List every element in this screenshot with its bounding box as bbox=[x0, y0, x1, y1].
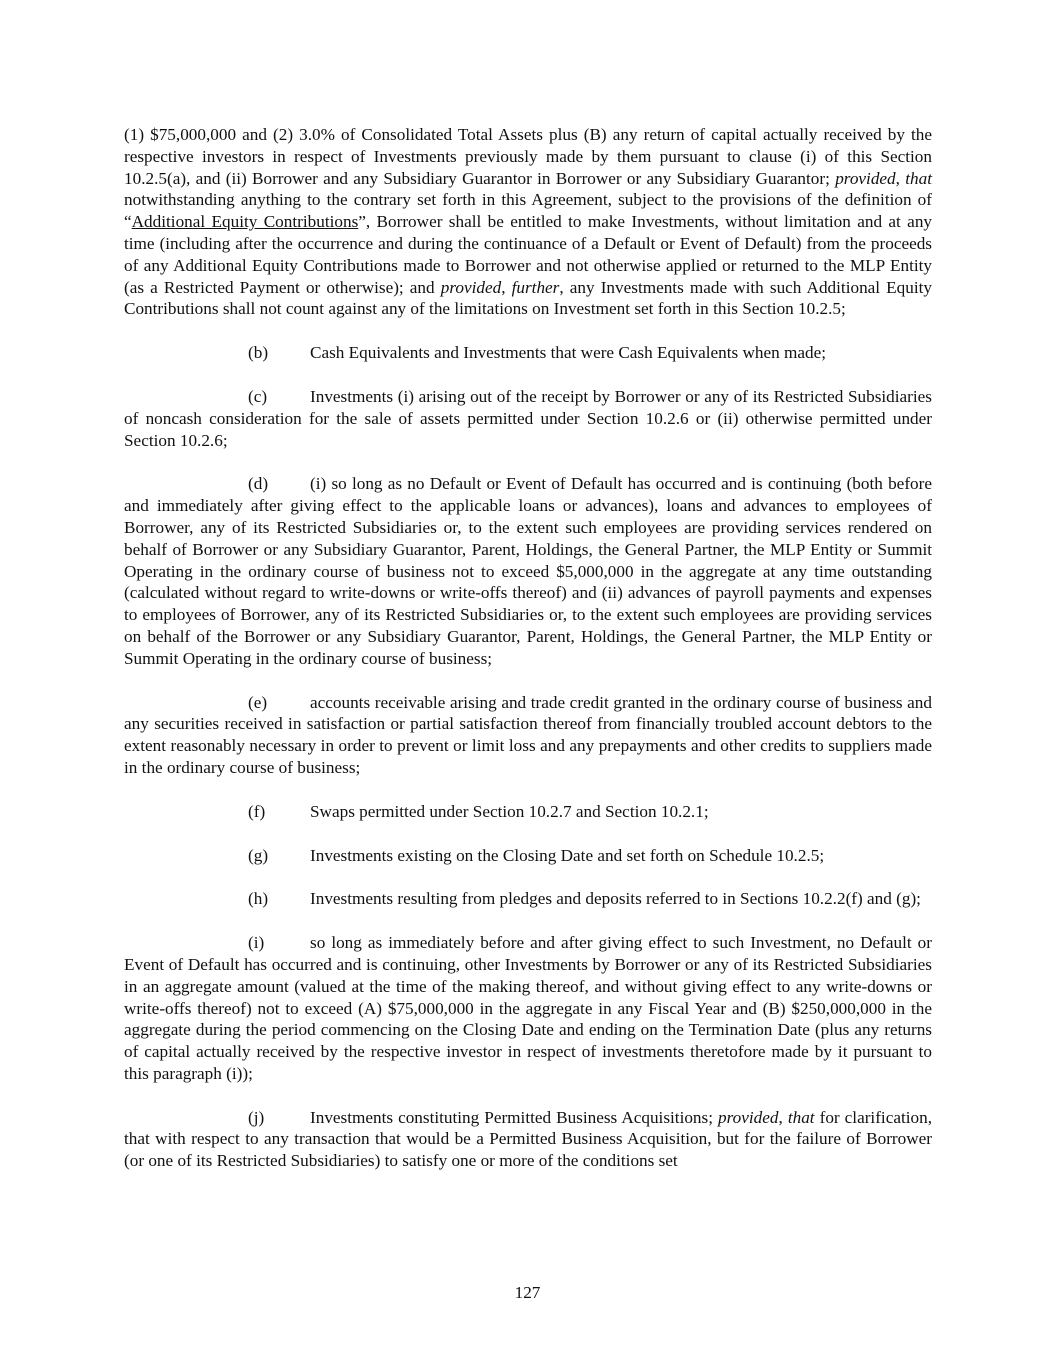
document-page bbox=[124, 124, 932, 1194]
clause-text: Investments existing on the Closing Date and set forth on Schedule 10.2.5; bbox=[310, 845, 825, 865]
clause-label: (f) bbox=[248, 801, 266, 821]
clause-c bbox=[124, 386, 932, 451]
clause-text: Investments (i) arising out of the receipt by Borrower or any of its Restricted Subsidiaries of noncash consideration for the sale of assets permitted under Section 10.2.6 or (ii) otherwise permitted under Section 10.2.6; bbox=[124, 386, 932, 450]
clause-b bbox=[124, 342, 932, 364]
clause-label: (g) bbox=[248, 845, 269, 865]
clause-label: (j) bbox=[248, 1107, 265, 1127]
clause-label: (c) bbox=[248, 386, 268, 406]
clause-d bbox=[124, 473, 932, 669]
clause-g bbox=[124, 845, 932, 867]
clause-text: so long as immediately before and after giving effect to such Investment, no Default or Event of Default has occurred and is continuing, other Investments by Borrower or any of its Restricted Subsidiaries in an aggregate amount (valued at the time of the making thereof, and without giving effect to any write-downs or write-offs thereof) not to exceed (A) $75,000,000 in the aggregate in any Fiscal Year and (B) $250,000,000 in the aggregate during the period commencing on the Closing Date and ending on the Termination Date (plus any returns of capital actually received by the respective investor in respect of investments theretofore made by it pursuant to this paragraph (i)); bbox=[124, 933, 932, 1083]
clause-j: (j) Investments constituting Permitted Business Acquisitions; provided, that for clarification, that with respect to any transaction that would be a Permitted Business Acquisition, but for the failure of Borrower (or one of its Restricted Subsidiaries) to satisfy one or more of the conditions set bbox=[124, 1107, 932, 1171]
continuation-paragraph: (1) $75,000,000 and (2) 3.0% of Consolidated Total Assets plus (B) any return of capital actually received by the respective investors in respect of Investments previously made by them pursuant to clause (i) of this Section 10.2.5(a), and (ii) Borrower and any Subsidiary Guarantor in Borrower or any Subsidiary Guarantor; provided, that notwithstanding anything to the contrary set forth in this Agreement, subject to the provisions of the definition of “Additional Equity Contributions”, Borrower shall be entitled to make Investments, without limitation and at any time (including after the occurrence and during the continuance of a Default or Event of Default) from the proceeds of any Additional Equity Contributions made to Borrower and not otherwise applied or returned to the MLP Entity (as a Restricted Payment or otherwise); and provided, further, any Investments made with such Additional Equity Contributions shall not count against any of the limitations on Investment set forth in this Section 10.2.5; bbox=[124, 125, 933, 319]
clause-e bbox=[124, 692, 932, 779]
defined-term: Additional Equity Contributions bbox=[131, 212, 359, 232]
clause-i bbox=[124, 932, 932, 1085]
clause-text: Swaps permitted under Section 10.2.7 and Section 10.2.1; bbox=[310, 801, 709, 821]
page-number: 127 bbox=[514, 1283, 541, 1302]
clause-text: Cash Equivalents and Investments that were Cash Equivalents when made; bbox=[310, 343, 826, 363]
clause-label: (i) bbox=[248, 933, 265, 953]
clause-label: (d) bbox=[248, 474, 269, 494]
clause-text: (i) so long as no Default or Event of Default has occurred and is continuing (both before and immediately after giving effect to the applicable loans or advances), loans and advances to employees of Borrower, any of its Restricted Subsidiaries or, to the extent such employees are providing services rendered on behalf of Borrower or any Subsidiary Guarantor, Parent, Holdings, the General Partner, the MLP Entity or Summit Operating in the ordinary course of business not to exceed $5,000,000 in the aggregate at any time outstanding (calculated without regard to write-downs or write-offs thereof) and (ii) advances of payroll payments and expenses to employees of Borrower, any of its Restricted Subsidiaries or, to the extent such employees are providing services on behalf of the Borrower or any Subsidiary Guarantor, Parent, Holdings, the General Partner, the MLP Entity or Summit Operating in the ordinary course of business; bbox=[124, 474, 932, 668]
clause-label: (h) bbox=[248, 889, 269, 909]
clause-h bbox=[124, 888, 932, 910]
clause-text: accounts receivable arising and trade credit granted in the ordinary course of business and any securities received in satisfaction or partial satisfaction thereof from financially troubled account debtors to the extent reasonably necessary in order to prevent or limit loss and any prepayments and other credits to suppliers made in the ordinary course of business; bbox=[124, 692, 932, 777]
clause-label: (e) bbox=[248, 692, 268, 712]
clause-text: Investments resulting from pledges and deposits referred to in Sections 10.2.2(f) and (g); bbox=[310, 889, 921, 909]
clause-f bbox=[124, 801, 932, 823]
clause-label: (b) bbox=[248, 343, 269, 363]
